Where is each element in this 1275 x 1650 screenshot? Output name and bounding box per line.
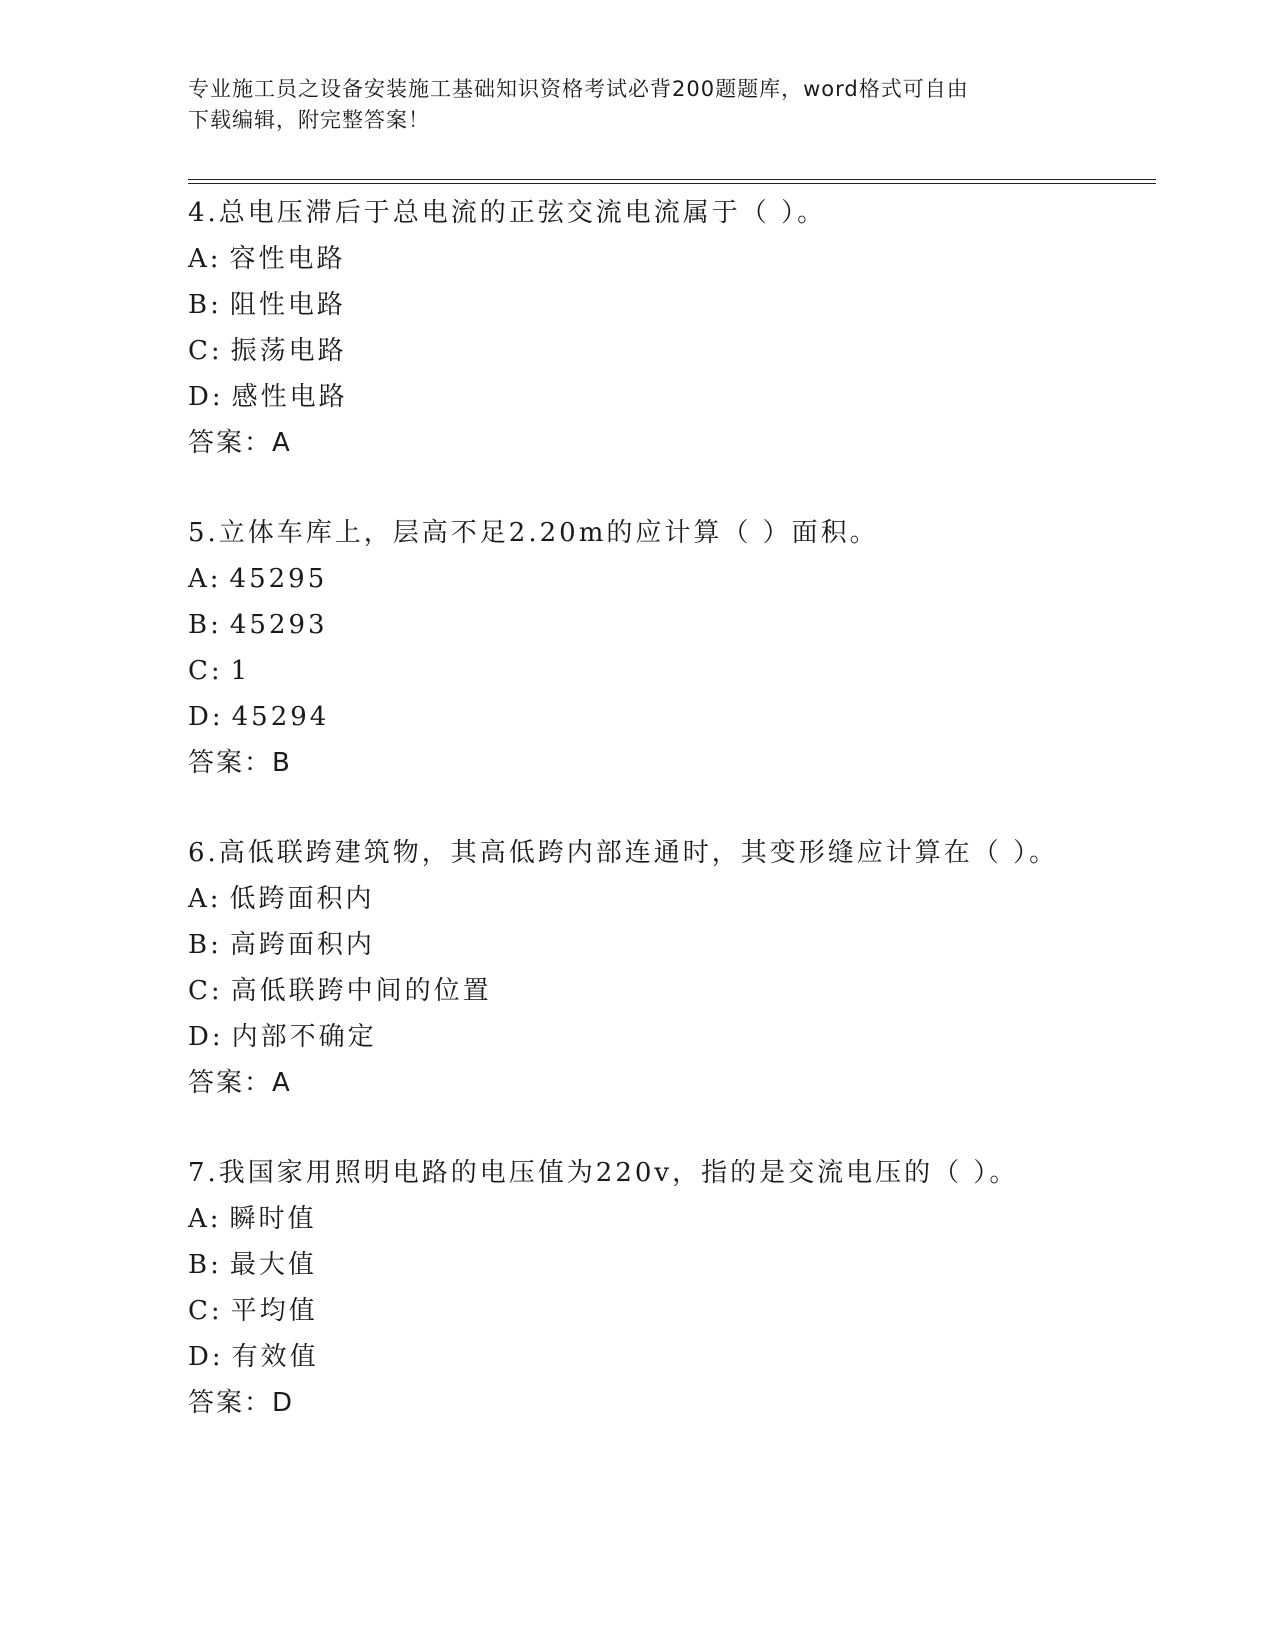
option-text: 45294 — [231, 702, 330, 732]
option-c — [188, 968, 1168, 1014]
question-stem: 5.立体车库上，层高不足2.20m的应计算（ ）面积。 — [188, 518, 879, 548]
header-divider-top — [188, 179, 1156, 180]
option-label: D: — [188, 1022, 224, 1052]
option-text: 内部不确定 — [231, 1022, 377, 1052]
document-header — [188, 74, 1088, 136]
answer-line: 答案：A — [188, 428, 292, 458]
answer-line: 答案：A — [188, 1068, 292, 1098]
option-label: A: — [188, 244, 222, 274]
option-b — [188, 282, 1168, 328]
option-text: 容性电路 — [229, 244, 346, 274]
question-block — [188, 1150, 1168, 1470]
option-text: 高低联跨中间的位置 — [230, 976, 492, 1006]
header-line-2: 下载编辑，附完整答案！ — [188, 108, 430, 132]
option-b — [188, 922, 1168, 968]
option-c — [188, 648, 1168, 694]
question-block — [188, 190, 1168, 510]
question-stem: 7.我国家用照明电路的电压值为220v，指的是交流电压的（ ）。 — [188, 1158, 1019, 1188]
option-c — [188, 1288, 1168, 1334]
option-a — [188, 236, 1168, 282]
header-divider-bottom — [188, 183, 1156, 184]
option-b — [188, 1242, 1168, 1288]
option-label: B: — [188, 930, 222, 960]
answer-line: 答案：B — [188, 748, 292, 778]
option-text: 45295 — [229, 564, 328, 594]
question-stem: 4.总电压滞后于总电流的正弦交流电流属于（ ）。 — [188, 198, 827, 228]
option-d — [188, 1334, 1168, 1380]
option-text: 感性电路 — [231, 382, 348, 412]
option-text: 有效值 — [231, 1342, 319, 1372]
option-label: A: — [188, 564, 222, 594]
option-label: C: — [188, 1296, 223, 1326]
question-block — [188, 830, 1168, 1150]
option-text: 高跨面积内 — [229, 930, 375, 960]
option-text: 振荡电路 — [230, 336, 347, 366]
header-line-1: 专业施工员之设备安装施工基础知识资格考试必背200题题库，word格式可自由 — [188, 77, 969, 101]
option-b — [188, 602, 1168, 648]
option-c — [188, 328, 1168, 374]
option-label: D: — [188, 1342, 224, 1372]
option-label: C: — [188, 976, 223, 1006]
answer-line: 答案：D — [188, 1388, 295, 1418]
question-stem: 6.高低联跨建筑物，其高低跨内部连通时，其变形缝应计算在（ ）。 — [188, 838, 1059, 868]
option-a — [188, 1196, 1168, 1242]
option-label: D: — [188, 382, 224, 412]
option-label: A: — [188, 884, 222, 914]
option-label: C: — [188, 656, 223, 686]
option-text: 阻性电路 — [229, 290, 346, 320]
option-d — [188, 1014, 1168, 1060]
option-label: B: — [188, 1250, 222, 1280]
option-text: 平均值 — [230, 1296, 318, 1326]
option-label: C: — [188, 336, 223, 366]
option-label: A: — [188, 1204, 222, 1234]
option-label: D: — [188, 702, 224, 732]
option-label: B: — [188, 290, 222, 320]
option-text: 低跨面积内 — [229, 884, 375, 914]
option-d — [188, 374, 1168, 420]
option-a — [188, 556, 1168, 602]
option-d — [188, 694, 1168, 740]
option-label: B: — [188, 610, 222, 640]
option-text: 45293 — [229, 610, 328, 640]
question-list — [188, 190, 1168, 1470]
option-a — [188, 876, 1168, 922]
question-block — [188, 510, 1168, 830]
option-text: 1 — [230, 656, 251, 686]
option-text: 最大值 — [229, 1250, 317, 1280]
option-text: 瞬时值 — [229, 1204, 317, 1234]
